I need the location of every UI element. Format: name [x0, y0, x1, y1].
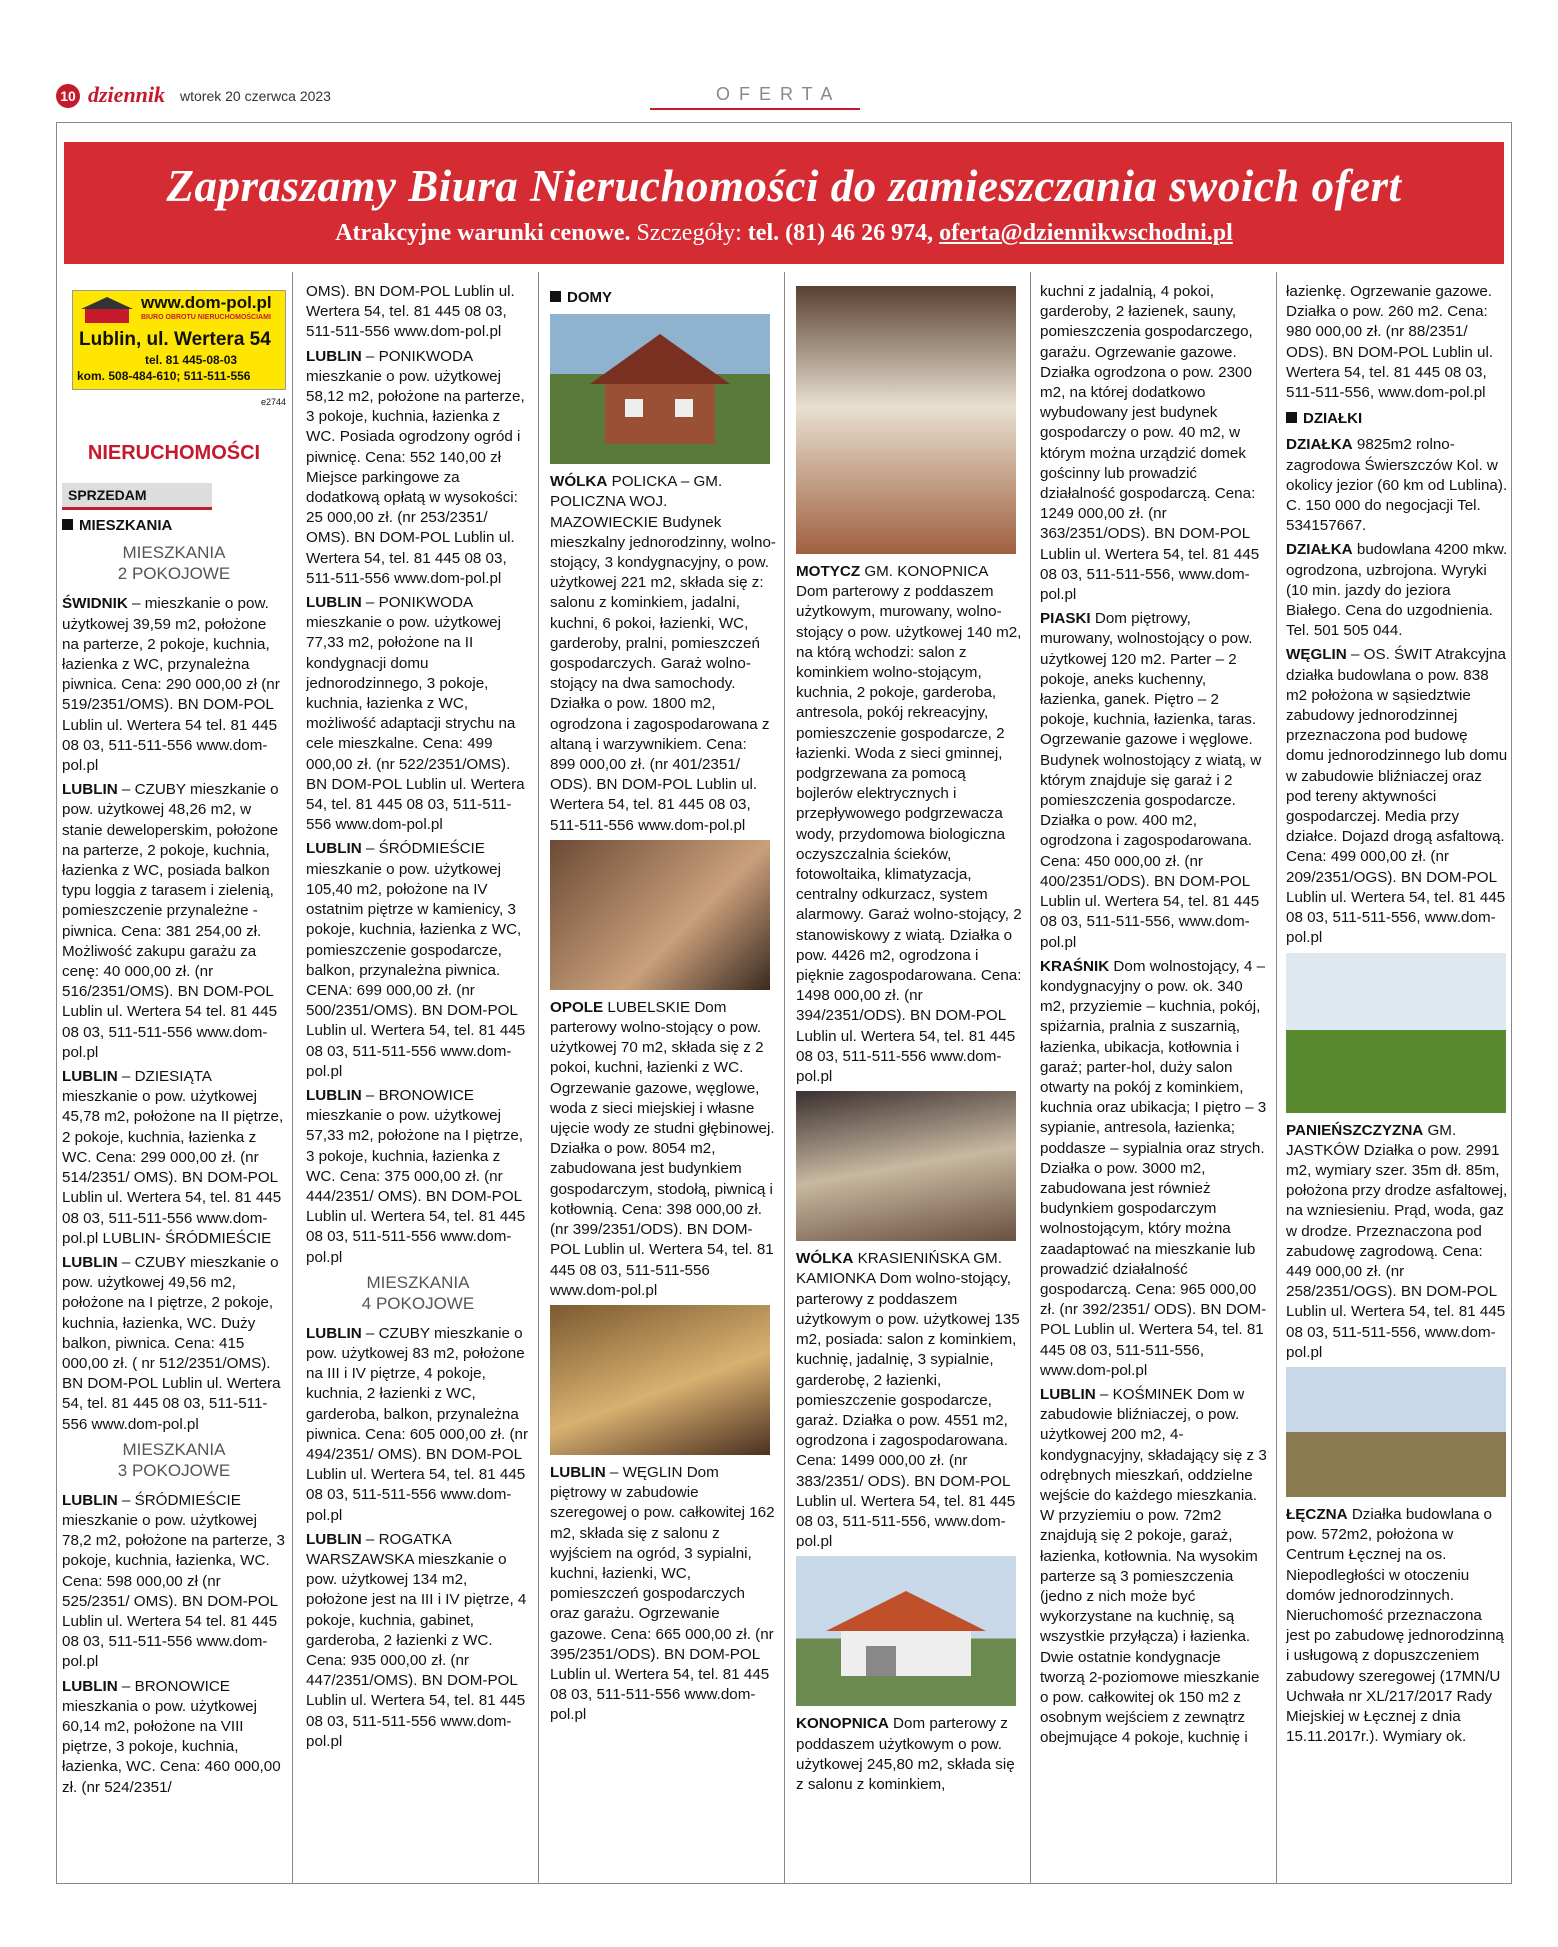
- interior-photo: [550, 1305, 770, 1455]
- column-5: [1040, 282, 1268, 1880]
- heading-houses: DOMY: [550, 288, 776, 308]
- ad-website: www.dom-pol.pl: [141, 293, 272, 312]
- listing-continued: OMS). BN DOM-POL Lublin ul. Wertera 54, tel. 81 445 08 03, 511-511-556 www.dom-pol.pl: [306, 283, 515, 341]
- ad-address: Lublin, ul. Wertera 54: [79, 329, 271, 350]
- subheading: MIESZKANIA 4 POKOJOWE: [361, 1272, 475, 1313]
- listing: WĘGLIN – OS. ŚWIT Atrakcyjna działka budowlana o pow. 838 m2 położona w sąsiedztwie zabudowy jednorodzinnej przeznaczona pod budowę domu jednorodzinnego lub domu w zabudowie bliźniaczej oraz pod tereny aktywności gospodarczej. Media przy działce. Dojazd drogą asfaltową. Cena: 499 000,00 zł. (nr 209/2351/OGS). BN DOM-POL Lublin ul. Wertera 54, tel. 81 445 08 03, 511-511-556, www.dom-pol.pl: [1286, 646, 1508, 947]
- listing: LUBLIN – BRONOWICE mieszkanie o pow. użytkowej 57,33 m2, położone na I piętrze, 3 pokoje, kuchnia, łazienka z WC. Cena: 375 000,00 zł. (nr 444/2351/ OMS). BN DOM-POL Lublin ul. Wertera 54, tel. 81 445 08 03, 511-511-556 www.dom-pol.pl: [306, 1086, 526, 1266]
- interior-photo: [796, 1091, 1016, 1241]
- interior-photo: [550, 840, 770, 990]
- listing: KONOPNICA Dom parterowy z poddaszem użytkowym o pow. użytkowej 245,80 m2, składa się z salonu z kominkiem,: [796, 1715, 1015, 1793]
- banner-email-link[interactable]: oferta@dziennikwschodni.pl: [939, 220, 1233, 246]
- column-rule: [538, 272, 539, 1884]
- banner-mid: Szczegóły:: [630, 220, 748, 246]
- field-photo: [1286, 1367, 1506, 1497]
- interior-photo: [796, 286, 1016, 554]
- banner-subline: [64, 220, 1504, 247]
- column-rule: [784, 272, 785, 1884]
- ad-phone: tel. 81 445-08-03: [145, 353, 238, 367]
- house-logo-icon: [77, 295, 137, 325]
- listing: LUBLIN – ŚRÓDMIEŚCIE mieszkanie o pow. użytkowej 78,2 m2, położone na parterze, 3 pokoje, kuchnia, łazienka, WC. Cena: 598 000,00 zł (nr 525/2351/ OMS). BN DOM-POL Lublin ul. Wertera 54 tel. 81 445 08 03, 511-511-556 www.dom-pol.pl: [62, 1491, 285, 1671]
- house-photo: [550, 314, 770, 464]
- column-1: [62, 282, 286, 1880]
- listing: LUBLIN – WĘGLIN Dom piętrowy w zabudowie szeregowej o pow. całkowitej 162 m2, składa się z salonu z wyjściem na ogród, 3 sypialni, kuchni, łazienki, WC, pomieszczeń gospodarczych oraz garażu. Ogrzewanie gazowe. Cena: 665 000,00 zł. (nr 395/2351/ODS). BN DOM-POL Lublin ul. Wertera 54, tel. 81 445 08 03, 511-511-556 www.dom-pol.pl: [550, 1463, 775, 1724]
- page-number: 10: [56, 84, 80, 108]
- banner-phone: tel. (81) 46 26 974,: [747, 220, 940, 246]
- listing: LUBLIN – PONIKWODA mieszkanie o pow. użytkowej 58,12 m2, położone na parterze, 3 pokoje, kuchnia, łazienka z WC. Posiada ogrodzony ogród i piwnicę. Cena: 552 140,00 zł Miejsce parkingowe za dodatkową opłatą w wysokości: 25 000,00 zł. (nr 253/2351/ OMS). BN DOM-POL Lublin ul. Wertera 54, tel. 81 445 08 03, 511-511-556 www.dom-pol.pl: [306, 347, 525, 587]
- subheading: MIESZKANIA 3 POKOJOWE: [117, 1439, 231, 1480]
- listing: LUBLIN – CZUBY mieszkanie o pow. użytkowej 83 m2, położone na III i IV piętrze, 4 pokoje, kuchnia, 2 łazienki z WC, garderoba, balkon, przynależna piwnica. Cena: 605 000,00 zł. (nr 494/2351/ OMS). BN DOM-POL Lublin ul. Wertera 54, tel. 81 445 08 03, 511-511-556 www.dom-pol.pl: [306, 1324, 529, 1524]
- category-title: NIERUCHOMOŚCI: [87, 442, 261, 465]
- promo-banner: [64, 142, 1504, 264]
- listing: LUBLIN – PONIKWODA mieszkanie o pow. użytkowej 77,33 m2, położone na II kondygnacji domu jednorodzinnego, 3 pokoje, kuchnia, łazienka z WC, możliwość adaptacji strychu na cele mieszkalne. Cena: 499 000,00 zł. (nr 522/2351/OMS). BN DOM-POL Lublin ul. Wertera 54, tel. 81 445 08 03, 511-511-556 www.dom-pol.pl: [306, 594, 525, 834]
- ad-code: e2744: [260, 397, 286, 407]
- listing: LUBLIN – BRONOWICE mieszkania o pow. użytkowej 60,14 m2, położone na VIII piętrze, 3 pokoje, kuchnia, łazienka, WC. Cena: 460 000,00 zł. (nr 524/2351/: [62, 1677, 281, 1796]
- listing: LUBLIN – DZIESIĄTA mieszkanie o pow. użytkowej 45,78 m2, położone na II piętrze, 2 pokoje, kuchnia, łazienka z WC. Cena: 299 000,00 zł. (nr 514/2351/ OMS). BN DOM-POL Lublin ul. Wertera 54, tel. 81 445 08 03, 511-511-556 www.dom-pol.pl LUBLIN- ŚRÓDMIEŚCIE: [62, 1068, 284, 1247]
- section-underline: [650, 108, 860, 110]
- listing: MOTYCZ GM. KONOPNICA Dom parterowy z poddaszem użytkowym, murowany, wolno-stojący o pow. użytkowej 140 m2, na którą wchodzi: salon z kominkiem wolno-stojącym, kuchnia, 2 pokoje, garderoba, antresola, pokój rekreacyjny, pomieszczenie gospodarcze, 2 łazienki. Woda z sieci gminnej, podgrzewana za pomocą bojlerów elektrycznych i przepływowego podgrzewacza wody, przydomowa biologiczna oczyszczalnia ścieków, fotowoltaika, klimatyzacja, centralny odkurzacz, system alarmowy. Garaż wolno-stojący, 2 stanowiskowy z wiatą. Działka o pow. 4426 m2, ogrodzona i pięknie zagospodarowana. Cena: 1498 000,00 zł. (nr 394/2351/ODS). BN DOM-POL Lublin ul. Wertera 54, tel. 81 445 08 03, 511-511-556 www.dom-pol.pl: [796, 563, 1022, 1086]
- column-2: [306, 282, 530, 1880]
- listing: PIASKI Dom piętrowy, murowany, wolnostojący o pow. użytkowej 120 m2. Parter – 2 pokoje, aneks kuchenny, łazienka, ganek. Piętro – 2 pokoje, kuchnia, łazienka, taras. Ogrzewanie gazowe i węglowe. Budynek wolnostojący z wiatą, w którym znajduje się garaż i 2 pomieszczenia gospodarcze. Działka o pow. 400 m2, ogrodzona i zagospodarowana. Cena: 450 000,00 zł. (nr 400/2351/ODS). BN DOM-POL Lublin ul. Wertera 54, tel. 81 445 08 03, 511-511-556, www.dom-pol.pl: [1040, 610, 1262, 951]
- listing: LUBLIN – CZUBY mieszkanie o pow. użytkowej 49,56 m2, położone na I piętrze, 2 pokoje, kuchnia, łazienka, WC. Duży balkon, piwnica. Cena: 415 000,00 zł. ( nr 512/2351/OMS). BN DOM-POL Lublin ul. Wertera 54, tel. 81 445 08 03, 511-511-556 www.dom-pol.pl: [62, 1253, 281, 1433]
- column-rule: [292, 272, 293, 1884]
- ad-mobile: kom. 508-484-610; 511-511-556: [77, 369, 251, 383]
- heading-plots: DZIAŁKI: [1286, 409, 1508, 429]
- listing: ŁĘCZNA Działka budowlana o pow. 572m2, położona w Centrum Łęcznej na os. Niepodległości w otoczeniu domów jednorodzinnych. Nieruchomość przeznaczona jest po zabudowę jednorodzinną i usługową z dopuszczeniem zabudowy szeregowej (17MN/U Uchwała nr XL/217/2017 Rady Miejskiej w Łęcznej z dnia 15.11.2017r.). Wymiary ok.: [1286, 1505, 1504, 1746]
- banner-title: Zapraszamy Biura Nieruchomości do zamieszczania swoich ofert: [166, 161, 1402, 211]
- listing-continued: kuchni z jadalnią, 4 pokoi, garderoby, 2 łazienek, sauny, pomieszczenia gospodarczego, garażu. Ogrzewanie gazowe. Działka ogrodzona o pow. 2300 m2, na której dodatkowo wybudowany jest budynek gospodarczy o pow. 40 m2, w którym można urządzić domek gościnny lub prowadzić działalność gospodarczą. Cena: 1249 000,00 zł. (nr 363/2351/ODS). BN DOM-POL Lublin ul. Wertera 54, tel. 81 445 08 03, 511-511-556, www.dom-pol.pl: [1040, 283, 1260, 604]
- listing: LUBLIN – ROGATKA WARSZAWSKA mieszkanie o pow. użytkowej 134 m2, położone jest na III i IV piętrze, 4 pokoje, kuchnia, gabinet, garderoba, 2 łazienki z WC. Cena: 935 000,00 zł. (nr 447/2351/OMS). BN DOM-POL Lublin ul. Wertera 54, tel. 81 445 08 03, 511-511-556 www.dom-pol.pl: [306, 1530, 527, 1750]
- subheading: MIESZKANIA 2 POKOJOWE: [117, 543, 231, 584]
- listing: WÓLKA POLICKA – GM. POLICZNA WOJ. MAZOWIECKIE Budynek mieszkalny jednorodzinny, wolno-stojący, 3 kondygnacyjny, o pow. użytkowej 221 m2, składa się z: salonu z kominkiem, jadalni, kuchni, 6 pokoi, łazienki, WC, garderoby, pralni, pomieszczeń gospodarczych. Garaż wolno-stojący na dwa samochody. Działka o pow. 1800 m2, ogrodzona i zagospodarowana z altaną i warzywnikiem. Cena: 899 000,00 zł. (nr 401/2351/ ODS). BN DOM-POL Lublin ul. Wertera 54, tel. 81 445 08 03, 511-511-556 www.dom-pol.pl: [550, 473, 776, 834]
- sell-label: SPRZEDAM: [62, 483, 212, 510]
- listing: KRAŚNIK Dom wolnostojący, 4 – kondygnacyjny o pow. ok. 340 m2, przyziemie – kuchnia, pokój, spiżarnia, pralnia z suszarnią, łazienka, ubikacja, kotłownia i garaż; parter-hol, duży salon otwarty na pokój z kominkiem, kuchnia oraz ubikacja; I piętro – 3 sypianie, antresola, łazienka; poddasze – sypialnia oraz strych. Działka o pow. 3000 m2, zabudowana jest również budynkiem gospodarczym wolnostojącym, który można zaadaptować na mieszkanie lub prowadzić działalność gospodarczą. Cena: 965 000,00 zł. (nr 392/2351/ ODS). BN DOM-POL Lublin ul. Wertera 54, tel. 81 445 08 03, 511-511-556, www.dom-pol.pl: [1040, 957, 1267, 1379]
- ad-desc: BIURO OBROTU NIERUCHOMOŚCIAMI: [141, 314, 271, 321]
- section-title: OFERTA: [716, 84, 842, 104]
- house-photo: [796, 1556, 1016, 1706]
- issue-date: wtorek 20 czerwca 2023: [180, 88, 331, 104]
- heading-apartments: MIESZKANIA: [62, 516, 286, 536]
- banner-pre: Atrakcyjne warunki cenowe.: [335, 220, 631, 246]
- column-rule: [1276, 272, 1277, 1884]
- dom-pol-ad[interactable]: [72, 290, 286, 390]
- listing: WÓLKA KRASIENIŃSKA GM. KAMIONKA Dom wolno-stojący, parterowy z poddaszem użytkowym o pow. użytkowej 135 m2, posiada: salon z kominkiem, kuchnię, jadalnię, 3 sypialnie, garderobę, 2 łazienki, pomieszczenie gospodarcze, garaż. Działka o pow. 4551 m2, ogrodzona i zagospodarowana. Cena: 1499 000,00 zł. (nr 383/2351/ ODS). BN DOM-POL Lublin ul. Wertera 54, tel. 81 445 08 03, 511-511-556, www.dom-pol.pl: [796, 1250, 1020, 1551]
- listing: LUBLIN – ŚRÓDMIEŚCIE mieszkanie o pow. użytkowej 105,40 m2, położone na IV ostatnim piętrze w kamienicy, 3 pokoje, kuchnia, łazienka z WC, pomieszczenie gospodarcze, balkon, przynależna piwnica. CENA: 699 000,00 zł. (nr 500/2351/OMS). BN DOM-POL Lublin ul. Wertera 54, tel. 81 445 08 03, 511-511-556 www.dom-pol.pl: [306, 840, 526, 1080]
- column-3: [550, 282, 776, 1880]
- listing: ŚWIDNIK – mieszkanie o pow. użytkowej 39,59 m2, położone na parterze, 2 pokoje, kuchnia, łazienka z WC, przynależna piwnica. Cena: 290 000,00 zł (nr 519/2351/OMS). BN DOM-POL Lublin ul. Wertera 54 tel. 81 445 08 03, 511-511-556 www.dom-pol.pl: [62, 595, 280, 775]
- column-6: [1286, 282, 1508, 1880]
- listing: PANIEŃSZCZYZNA GM. JASTKÓW Działka o pow. 2991 m2, wymiary szer. 35m dł. 85m, położona przy drodze asfaltowej, na wzniesieniu. Prąd, woda, gaz w drodze. Przeznaczona pod zabudowę zagrodową. Cena: 449 000,00 zł. (nr 258/2351/OGS). BN DOM-POL Lublin ul. Wertera 54, tel. 81 445 08 03, 511-511-556, www.dom-pol.pl: [1286, 1121, 1508, 1361]
- listing: LUBLIN – CZUBY mieszkanie o pow. użytkowej 48,26 m2, w stanie deweloperskim, położone na parterze, 2 pokoje, kuchnia, łazienka z WC, posiada balkon typu loggia z tarasem i zielenią, pomieszczenie przynależne - piwnica. Cena: 381 254,00 zł. Możliwość zakupu garażu za cenę: 40 000,00 zł. (nr 516/2351/OMS). BN DOM-POL Lublin ul. Wertera 54 tel. 81 445 08 03, 511-511-556 www.dom-pol.pl: [62, 781, 279, 1061]
- listing: LUBLIN – KOŚMINEK Dom w zabudowie bliźniaczej, o pow. użytkowej 200 m2, 4-kondygnacyjny, składający się z 3 odrębnych mieszkań, oddzielne wejście do każdego mieszkania. W przyziemiu o pow. 72m2 znajdują się 2 pokoje, garaż, łazienka, kotłownia. Na wysokim parterze są 3 pomieszczenia (jedno z nich może być wykorzystane na kuchnię, są wszystkie przyłącza) i łazienka. Dwie ostatnie kondygnacje tworzą 2-poziomowe mieszkanie o pow. całkowitej ok 150 m2 z osobnym wejściem z zewnątrz obejmujące 4 pokoje, kuchnię i: [1040, 1385, 1267, 1747]
- column-rule: [1030, 272, 1031, 1884]
- listing: DZIAŁKA 9825m2 rolno-zagrodowa Świerszczów Kol. w okolicy jezior (60 km od Lublina). C. 150 000 do negocjacji Tel. 534157667.: [1286, 436, 1508, 535]
- column-4: [796, 282, 1022, 1880]
- listing: OPOLE LUBELSKIE Dom parterowy wolno-stojący o pow. użytkowej 70 m2, składa się z 2 pokoi, kuchni, łazienki z WC. Ogrzewanie gazowe, węglowe, woda z sieci miejskiej i własne ujęcie wody ze studni głębinowej. Działka o pow. 8054 m2, zabudowana jest budynkiem gospodarczym, stodołą, piwnicą i kotłownią. Cena: 398 000,00 zł. (nr 399/2351/ODS). BN DOM-POL Lublin ul. Wertera 54, tel. 81 445 08 03, 511-511-556 www.dom-pol.pl: [550, 998, 775, 1299]
- field-photo: [1286, 953, 1506, 1113]
- listing-continued: łazienkę. Ogrzewanie gazowe. Działka o pow. 260 m2. Cena: 980 000,00 zł. (nr 88/2351/ ODS). BN DOM-POL Lublin ul. Wertera 54, tel. 81 445 08 03, 511-511-556, www.dom-pol.pl: [1286, 283, 1494, 402]
- listing: DZIAŁKA budowlana 4200 mkw. ogrodzona, uzbrojona. Wyryki (10 min. jazdy do jeziora Białego. Cena do uzgodnienia. Tel. 501 505 044.: [1286, 541, 1508, 640]
- newspaper-logo: dziennik: [88, 82, 166, 107]
